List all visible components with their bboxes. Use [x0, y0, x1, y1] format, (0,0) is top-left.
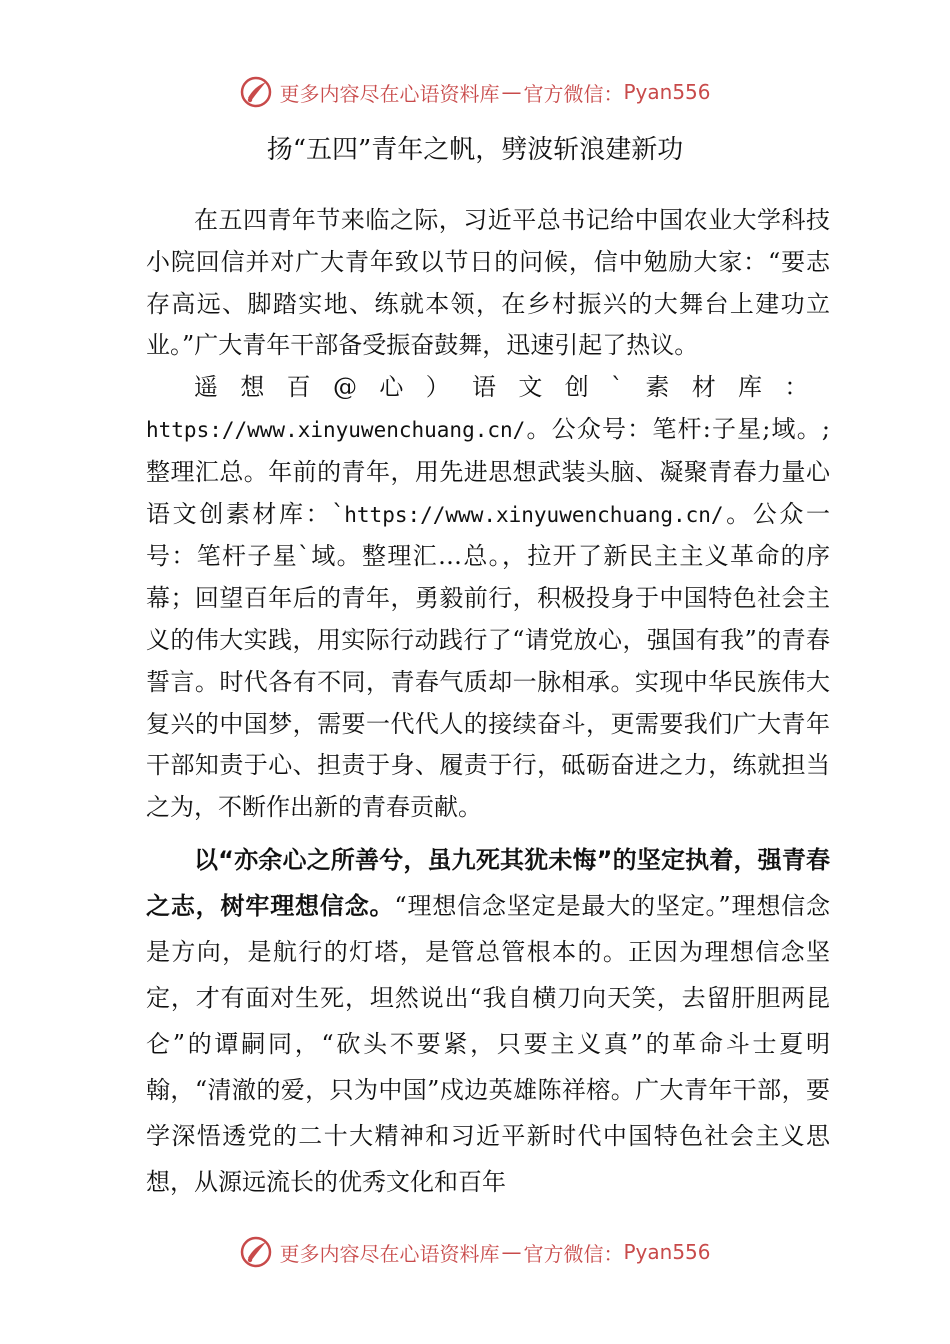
footer-dash: —	[501, 1240, 522, 1264]
document-body	[146, 200, 830, 1205]
paragraph-3-bold-lead: 以“亦余心之所善兮，虽九死其犹未悔”的坚定执着，强青春之志，树牢理想信念。	[146, 845, 830, 920]
paragraph-3	[146, 837, 830, 1205]
paragraph-2-middle: 。公众号：笔杆:子星;域。;整理汇总。年前的青年，用先进思想武装头脑、凝聚青春力量心语文创素材库：`	[146, 414, 830, 528]
paragraph-2-rest: 。公众一号：笔杆子星`域。整理汇…总。，拉开了新民主主义革命的序幕；回望百年后的青年，勇毅前行，积极投身于中国特色社会主义的伟大实践，用实际行动践行了“请党放心，强国有我”的青春誓言。时代各有不同，青春气质却一脉相承。实现中华民族伟大复兴的中国梦，需要一代代人的接续奋斗，更需要我们广大青年干部知责于心、担责于身、履责于行，砥砺奋进之力，练就担当之为，不断作出新的青春贡献。	[146, 499, 830, 822]
paragraph-1: 在五四青年节来临之际，习近平总书记给中国农业大学科技小院回信并对广大青年致以节日的问候，信中勉励大家：“要志存高远、脚踏实地、练就本领，在乡村振兴的大舞台上建功立业。”广大青年干部备受振奋鼓舞，迅速引起了热议。	[146, 206, 830, 360]
footer-wechat-id: Pyan556	[623, 1240, 711, 1264]
paragraph-2-url-2: https://www.xinyuwenchuang.cn/	[344, 502, 724, 527]
header-banner	[0, 70, 950, 114]
brush-logo-icon	[239, 75, 273, 109]
footer-wechat-label: 官方微信：	[523, 1241, 624, 1266]
brush-logo-icon	[239, 1235, 273, 1269]
paragraph-2	[146, 367, 830, 829]
footer-banner	[0, 1230, 950, 1274]
header-wechat-label: 官方微信：	[523, 81, 624, 106]
header-wechat-id: Pyan556	[623, 80, 711, 104]
paragraph-3-rest: “理想信念坚定是最大的坚定。”理想信念是方向，是航行的灯塔，是管总管根本的。正因为理想信念坚定，才有面对生死，坦然说出“我自横刀向天笑，去留肝胆两昆仑”的谭嗣同，“砍头不要紧，只要主义真”的革命斗士夏明翰，“清澈的爱，只为中国”戍边英雄陈祥榕。广大青年干部，要学深悟透党的二十大精神和习近平新时代中国特色社会主义思想，从源远流长的优秀文化和百年	[146, 891, 831, 1196]
header-dash: —	[501, 80, 522, 104]
paragraph-2-spaced-text: 遥想百@心）语文创`素材库：	[194, 373, 830, 402]
paragraph-2-url-1: https://www.xinyuwenchuang.cn/	[146, 417, 526, 442]
footer-banner-text: 更多内容尽在心语资料库	[279, 1241, 500, 1266]
header-banner-text: 更多内容尽在心语资料库	[279, 81, 500, 106]
document-title: 扬“五四”青年之帆，劈波斩浪建新功	[266, 135, 684, 165]
